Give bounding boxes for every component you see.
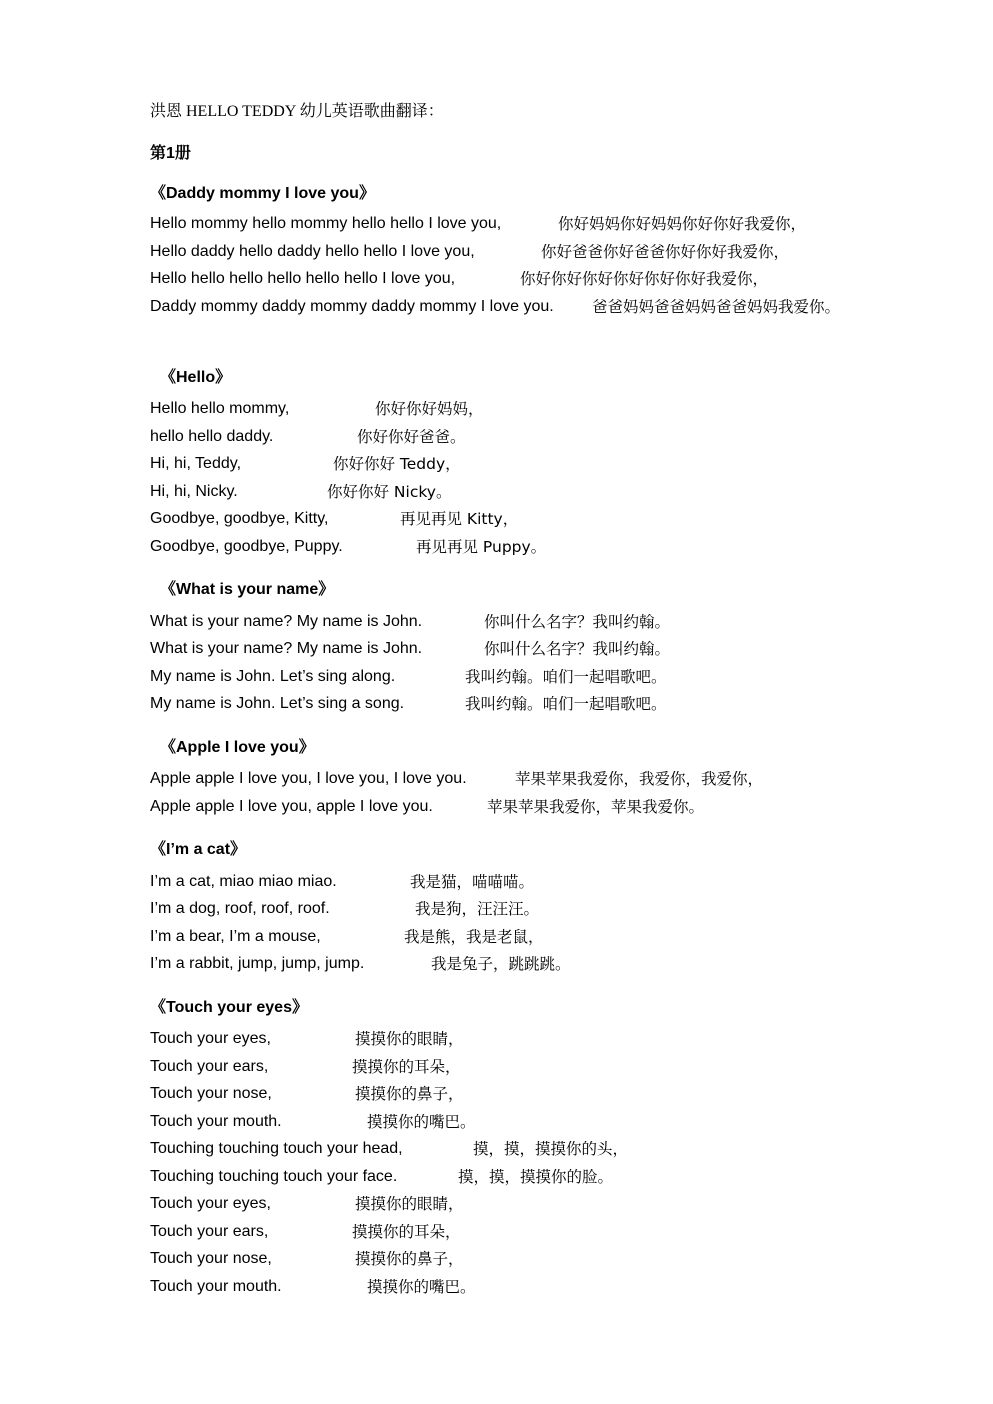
lyric-chinese: 摸摸你的嘴巴。 — [367, 1113, 476, 1131]
lyric-chinese: 摸摸你的耳朵， — [352, 1058, 461, 1076]
lyric-chinese: 再见再见 Puppy。 — [416, 538, 547, 556]
lyric-english: I’m a dog, roof, roof, roof. — [150, 900, 330, 917]
lyric-chinese: 你叫什么名字？我叫约翰。 — [484, 640, 671, 658]
lyric-english: Hi, hi, Nicky. — [150, 483, 238, 500]
lyric-chinese: 你好爸爸你好爸爸你好你好我爱你， — [541, 243, 790, 261]
lyric-chinese: 摸摸你的眼睛， — [355, 1195, 464, 1213]
lyric-english: My name is John. Let’s sing along. — [150, 668, 396, 685]
song-title-hello: 《Hello》 — [160, 369, 232, 386]
song-title-what-is-your-name: 《What is your name》 — [160, 581, 335, 598]
lyric-chinese: 苹果苹果我爱你，苹果我爱你。 — [487, 798, 705, 816]
lyric-chinese: 摸摸你的鼻子， — [355, 1085, 464, 1103]
lyric-chinese: 摸，摸，摸摸你的脸。 — [458, 1168, 614, 1186]
lyric-chinese: 我叫约翰。咱们一起唱歌吧。 — [465, 668, 667, 686]
lyric-english: Hello hello mommy, — [150, 400, 290, 417]
lyric-chinese: 你好你好妈妈， — [375, 400, 484, 418]
song-title-daddy-mommy: 《Daddy mommy I love you》 — [150, 185, 375, 202]
lyric-chinese: 再见再见 Kitty， — [400, 510, 519, 528]
lyric-english: Apple apple I love you, apple I love you. — [150, 798, 433, 815]
lyric-chinese: 我是兔子，跳跳跳。 — [431, 955, 571, 973]
lyric-english: I’m a cat, miao miao miao. — [150, 873, 337, 890]
lyric-english: Goodbye, goodbye, Puppy. — [150, 538, 343, 555]
lyric-chinese: 我是狗，汪汪汪。 — [415, 900, 540, 918]
lyric-english: Touch your eyes, — [150, 1030, 271, 1047]
lyric-english: Touching touching touch your head, — [150, 1140, 403, 1157]
lyric-english: Hello daddy hello daddy hello hello I love you, — [150, 243, 475, 260]
volume-heading: 第1册 — [150, 145, 191, 162]
lyric-chinese: 我叫约翰。咱们一起唱歌吧。 — [465, 695, 667, 713]
lyric-chinese: 你好你好 Teddy， — [333, 455, 461, 473]
lyric-chinese: 你好妈妈你好妈妈你好你好我爱你， — [558, 215, 807, 233]
lyric-chinese: 你好你好 Nicky。 — [327, 483, 452, 501]
lyric-english: Touch your mouth. — [150, 1278, 282, 1295]
lyric-chinese: 你叫什么名字？我叫约翰。 — [484, 613, 671, 631]
lyric-english: I’m a bear, I’m a mouse, — [150, 928, 321, 945]
lyric-english: Hello hello hello hello hello hello I love you, — [150, 270, 456, 287]
lyric-chinese: 我是猫，喵喵喵。 — [410, 873, 535, 891]
lyric-english: My name is John. Let’s sing a song. — [150, 695, 405, 712]
lyric-english: hello hello daddy. — [150, 428, 274, 445]
lyric-english: Touch your ears, — [150, 1223, 269, 1240]
lyric-chinese: 你好你好你好你好你好你好我爱你， — [520, 270, 769, 288]
song-title-touch-your-eyes: 《Touch your eyes》 — [150, 999, 308, 1016]
lyric-english: Apple apple I love you, I love you, I love you. — [150, 770, 467, 787]
page-title: 洪恩 HELLO TEDDY 幼儿英语歌曲翻译： — [150, 103, 444, 120]
song-title-apple: 《Apple I love you》 — [160, 739, 315, 756]
lyric-chinese: 摸摸你的眼睛， — [355, 1030, 464, 1048]
lyric-chinese: 苹果苹果我爱你，我爱你，我爱你， — [515, 770, 764, 788]
lyric-chinese: 摸，摸，摸摸你的头， — [473, 1140, 629, 1158]
song-title-im-a-cat: 《I’m a cat》 — [150, 841, 247, 858]
lyric-english: Touch your nose, — [150, 1085, 272, 1102]
lyric-chinese: 你好你好爸爸。 — [357, 428, 466, 446]
lyric-english: Hi, hi, Teddy, — [150, 455, 242, 472]
lyric-chinese: 摸摸你的嘴巴。 — [367, 1278, 476, 1296]
lyric-english: Hello mommy hello mommy hello hello I love you, — [150, 215, 502, 232]
lyric-english: I’m a rabbit, jump, jump, jump. — [150, 955, 365, 972]
lyric-english: Goodbye, goodbye, Kitty, — [150, 510, 329, 527]
lyric-chinese: 摸摸你的耳朵， — [352, 1223, 461, 1241]
lyric-english: Touch your nose, — [150, 1250, 272, 1267]
lyric-english: Touching touching touch your face. — [150, 1168, 398, 1185]
lyric-chinese: 我是熊，我是老鼠， — [404, 928, 544, 946]
lyric-chinese: 摸摸你的鼻子， — [355, 1250, 464, 1268]
lyric-english: Daddy mommy daddy mommy daddy mommy I love you. — [150, 298, 554, 315]
lyric-english: Touch your eyes, — [150, 1195, 271, 1212]
lyric-english: What is your name? My name is John. — [150, 640, 423, 657]
lyric-english: What is your name? My name is John. — [150, 613, 423, 630]
lyric-chinese: 爸爸妈妈爸爸妈妈爸爸妈妈我爱你。 — [592, 298, 841, 316]
lyric-english: Touch your ears, — [150, 1058, 269, 1075]
lyric-english: Touch your mouth. — [150, 1113, 282, 1130]
